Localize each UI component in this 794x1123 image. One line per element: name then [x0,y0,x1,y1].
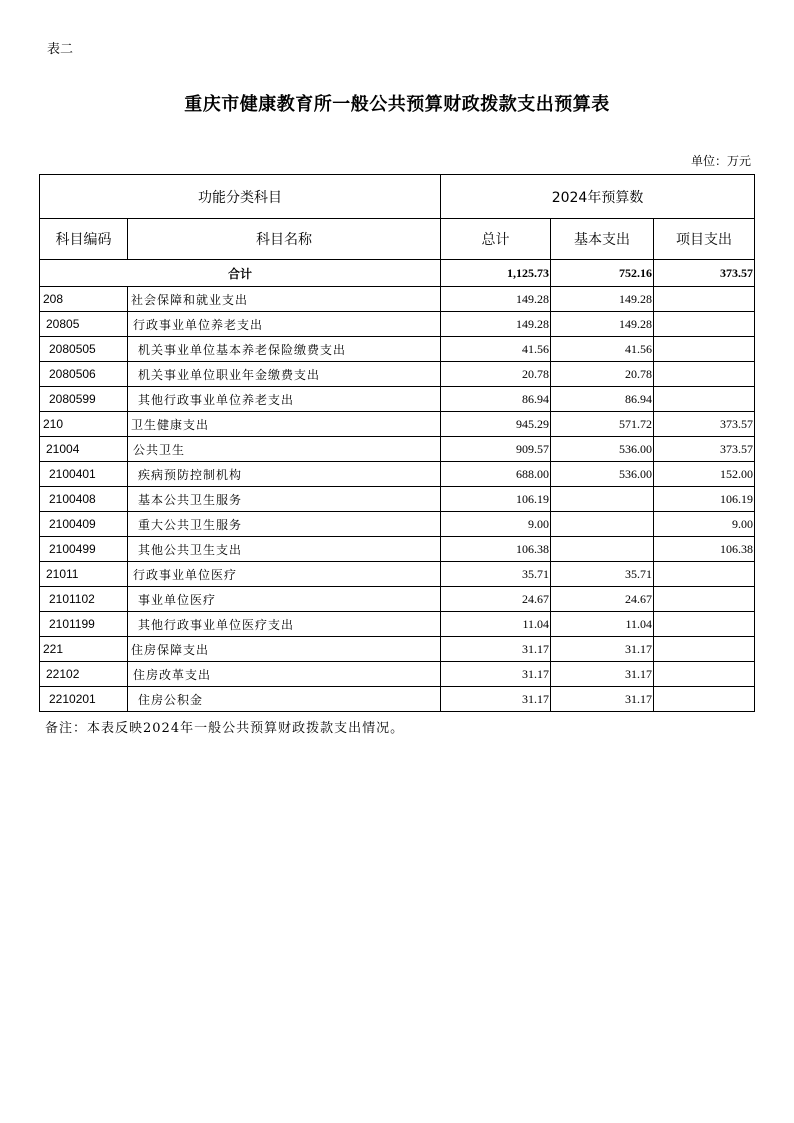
subject-name: 住房保障支出 [128,637,441,662]
total-amount: 106.38 [441,537,551,562]
total-amount: 9.00 [441,512,551,537]
table-row [40,437,755,462]
project-amount [654,337,755,362]
basic-amount: 86.94 [551,387,654,412]
subject-name: 其他公共卫生支出 [128,537,441,562]
budget-table [39,174,755,712]
subject-name: 其他行政事业单位养老支出 [128,387,441,412]
basic-amount [551,487,654,512]
header-basic-expenditure: 基本支出 [551,219,654,260]
basic-amount: 31.17 [551,662,654,687]
total-amount: 41.56 [441,337,551,362]
table-row [40,512,755,537]
total-amount: 31.17 [441,687,551,712]
total-amount: 24.67 [441,587,551,612]
project-amount [654,687,755,712]
subject-code: 2210201 [40,687,128,712]
basic-amount: 35.71 [551,562,654,587]
total-amount: 106.19 [441,487,551,512]
table-row [40,487,755,512]
subject-code: 208 [40,287,128,312]
basic-amount [551,537,654,562]
subject-code: 2100409 [40,512,128,537]
subject-code: 20805 [40,312,128,337]
basic-amount: 149.28 [551,312,654,337]
project-amount [654,362,755,387]
subject-name: 其他行政事业单位医疗支出 [128,612,441,637]
table-row [40,462,755,487]
subject-code: 22102 [40,662,128,687]
total-amount: 688.00 [441,462,551,487]
total-amount: 86.94 [441,387,551,412]
total-amount: 945.29 [441,412,551,437]
subject-name: 行政事业单位养老支出 [128,312,441,337]
project-amount [654,287,755,312]
basic-amount: 20.78 [551,362,654,387]
subject-name: 机关事业单位职业年金缴费支出 [128,362,441,387]
subject-name: 基本公共卫生服务 [128,487,441,512]
total-amount: 35.71 [441,562,551,587]
total-amount: 31.17 [441,637,551,662]
basic-amount: 536.00 [551,437,654,462]
subject-code: 21011 [40,562,128,587]
table-row [40,637,755,662]
table-row [40,612,755,637]
footnote: 备注：本表反映2024年一般公共预算财政拨款支出情况。 [45,721,405,736]
subject-name: 事业单位医疗 [128,587,441,612]
project-amount [654,312,755,337]
subject-name: 卫生健康支出 [128,412,441,437]
table-label: 表二 [47,42,74,57]
subject-name: 行政事业单位医疗 [128,562,441,587]
subject-name: 机关事业单位基本养老保险缴费支出 [128,337,441,362]
table-row [40,337,755,362]
table-row [40,562,755,587]
basic-amount: 31.17 [551,637,654,662]
subject-name: 住房公积金 [128,687,441,712]
subject-code: 21004 [40,437,128,462]
page-title: 重庆市健康教育所一般公共预算财政拨款支出预算表 [184,94,610,115]
table-row [40,362,755,387]
header-subject-code: 科目编码 [40,219,128,260]
unit-label: 单位：万元 [690,154,751,168]
subject-name: 公共卫生 [128,437,441,462]
total-label: 合计 [40,260,441,287]
project-amount [654,587,755,612]
header-project-expenditure: 项目支出 [654,219,755,260]
subject-code: 2100499 [40,537,128,562]
header-subject-name: 科目名称 [128,219,441,260]
project-amount: 373.57 [654,437,755,462]
subject-code: 2080506 [40,362,128,387]
subject-code: 221 [40,637,128,662]
subject-code: 2100401 [40,462,128,487]
basic-amount: 41.56 [551,337,654,362]
basic-amount: 11.04 [551,612,654,637]
subject-code: 2101102 [40,587,128,612]
basic-amount: 571.72 [551,412,654,437]
total-amount: 20.78 [441,362,551,387]
total-project: 373.57 [654,260,755,287]
subject-code: 2080505 [40,337,128,362]
subject-code: 2080599 [40,387,128,412]
project-amount [654,612,755,637]
total-row [40,260,755,287]
project-amount: 152.00 [654,462,755,487]
table-row [40,587,755,612]
subject-code: 210 [40,412,128,437]
project-amount: 106.38 [654,537,755,562]
total-amount: 149.28 [441,287,551,312]
total-amount: 149.28 [441,312,551,337]
subject-name: 社会保障和就业支出 [128,287,441,312]
subject-code: 2100408 [40,487,128,512]
project-amount [654,662,755,687]
subject-code: 2101199 [40,612,128,637]
total-basic: 752.16 [551,260,654,287]
subject-name: 疾病预防控制机构 [128,462,441,487]
total-amount: 11.04 [441,612,551,637]
total-amount: 31.17 [441,662,551,687]
project-amount [654,562,755,587]
table-row [40,687,755,712]
basic-amount: 536.00 [551,462,654,487]
table-row [40,412,755,437]
header-functional-classification: 功能分类科目 [40,175,441,219]
basic-amount: 149.28 [551,287,654,312]
project-amount: 373.57 [654,412,755,437]
basic-amount [551,512,654,537]
project-amount: 106.19 [654,487,755,512]
project-amount [654,637,755,662]
header-budget-2024: 2024年预算数 [441,175,755,219]
table-row [40,287,755,312]
project-amount: 9.00 [654,512,755,537]
table-row [40,387,755,412]
table-row [40,312,755,337]
total-amount: 909.57 [441,437,551,462]
basic-amount: 24.67 [551,587,654,612]
total-amount: 1,125.73 [441,260,551,287]
table-row [40,662,755,687]
basic-amount: 31.17 [551,687,654,712]
subject-name: 住房改革支出 [128,662,441,687]
header-total: 总计 [441,219,551,260]
table-row [40,537,755,562]
project-amount [654,387,755,412]
subject-name: 重大公共卫生服务 [128,512,441,537]
